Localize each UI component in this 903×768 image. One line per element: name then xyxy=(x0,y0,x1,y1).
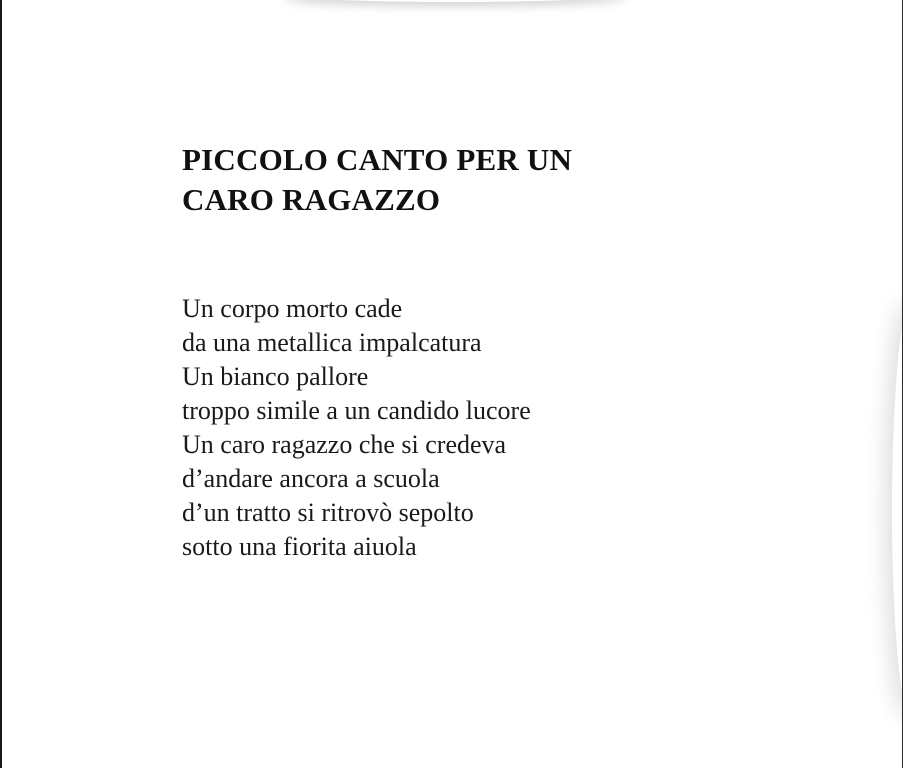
poem-line: Un bianco pallore xyxy=(182,362,369,391)
poem-title: PICCOLO CANTO PER UN CARO RAGAZZO xyxy=(182,142,573,217)
poem-line: d’andare ancora a scuola xyxy=(182,464,440,493)
poem-line: sotto una fiorita aiuola xyxy=(182,532,417,561)
poem-line: d’un tratto si ritrovò sepolto xyxy=(182,498,474,527)
poem-body xyxy=(182,292,742,564)
poem-line: troppo simile a un candido lucore xyxy=(182,396,531,425)
poem-line: da una metallica impalcatura xyxy=(182,328,482,357)
page-edge-shadow-right xyxy=(892,300,903,720)
page-edge-shadow-top xyxy=(282,0,627,2)
poem-page xyxy=(182,140,742,564)
poem-line: Un corpo morto cade xyxy=(182,294,403,323)
poem-line: Un caro ragazzo che si credeva xyxy=(182,430,507,459)
